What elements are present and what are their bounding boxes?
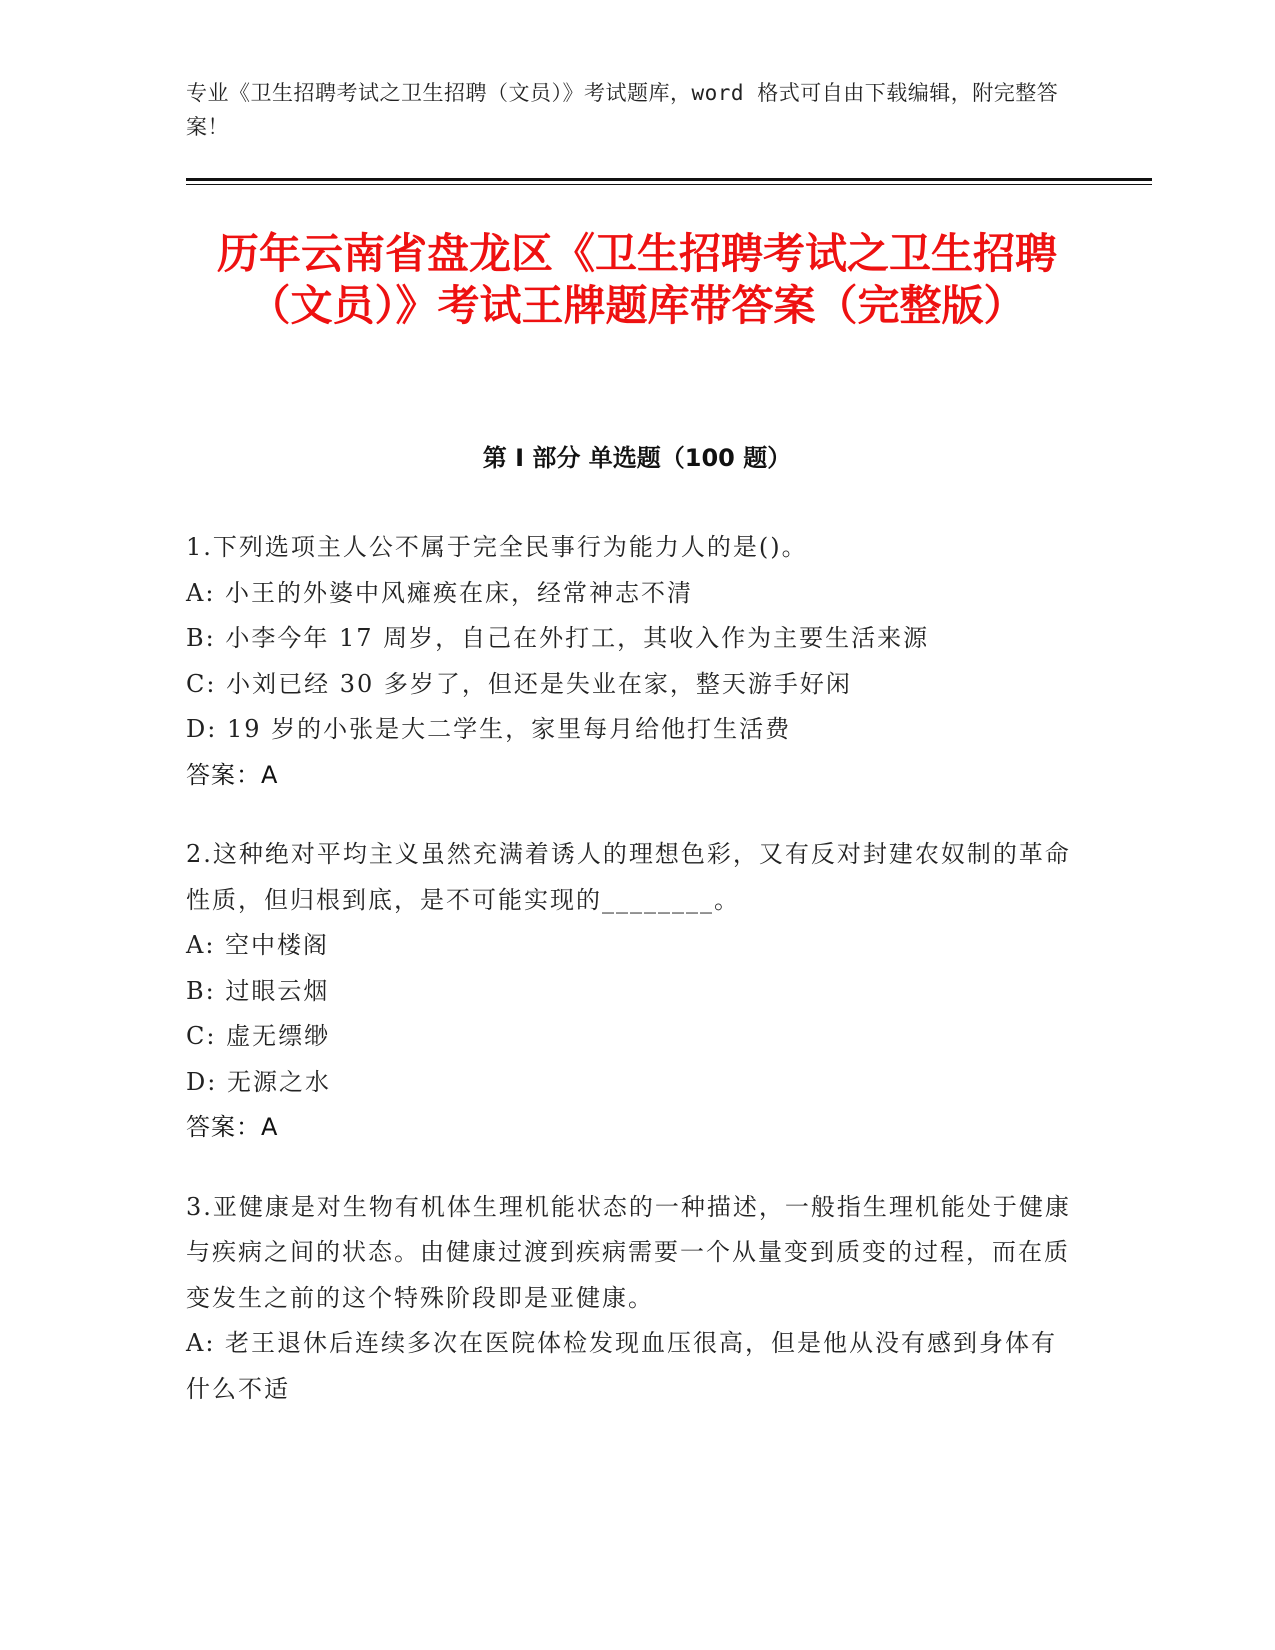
header-divider bbox=[186, 178, 1152, 181]
option-a: A: 老王退休后连续多次在医院体检发现血压很高，但是他从没有感到身体有什么不适 bbox=[186, 1329, 1058, 1403]
option-d: D: 无源之水 bbox=[186, 1067, 331, 1096]
question-stem: 1.下列选项主人公不属于完全民事行为能力人的是()。 bbox=[186, 533, 808, 561]
answer-line: 答案：A bbox=[186, 760, 279, 789]
option-b: B: 过眼云烟 bbox=[186, 976, 330, 1005]
question-2 bbox=[186, 832, 1076, 1151]
option-d: D: 19 岁的小张是大二学生，家里每月给他打生活费 bbox=[186, 715, 792, 743]
question-1 bbox=[186, 525, 1076, 798]
question-stem: 3.亚健康是对生物有机体生理机能状态的一种描述，一般指生理机能处于健康与疾病之间的状态。由健康过渡到疾病需要一个从量变到质变的过程，而在质变发生之前的这个特殊阶段即是亚健康。 bbox=[186, 1192, 1071, 1312]
option-a: A: 空中楼阁 bbox=[186, 931, 330, 959]
question-3 bbox=[186, 1185, 1076, 1413]
answer-line: 答案：A bbox=[186, 1113, 279, 1141]
section-heading: 第 I 部分 单选题（100 题） bbox=[482, 444, 792, 472]
option-b: B: 小李今年 17 周岁，自己在外打工，其收入作为主要生活来源 bbox=[186, 624, 930, 652]
document-intro: 专业《卫生招聘考试之卫生招聘（文员）》考试题库，word 格式可自由下载编辑，附完整答案！ bbox=[186, 81, 1059, 139]
document-title: 历年云南省盘龙区《卫生招聘考试之卫生招聘（文员）》考试王牌题库带答案（完整版） bbox=[216, 229, 1057, 330]
option-c: C: 虚无缥缈 bbox=[186, 1022, 331, 1050]
option-a: A: 小王的外婆中风瘫痪在床，经常神志不清 bbox=[186, 578, 694, 607]
header-divider-thin bbox=[186, 184, 1152, 185]
option-c: C: 小刘已经 30 多岁了，但还是失业在家，整天游手好闲 bbox=[186, 669, 852, 698]
question-list bbox=[186, 525, 1076, 1446]
question-stem: 2.这种绝对平均主义虽然充满着诱人的理想色彩，又有反对封建农奴制的革命性质，但归根到底，是不可能实现的________。 bbox=[186, 840, 1071, 914]
